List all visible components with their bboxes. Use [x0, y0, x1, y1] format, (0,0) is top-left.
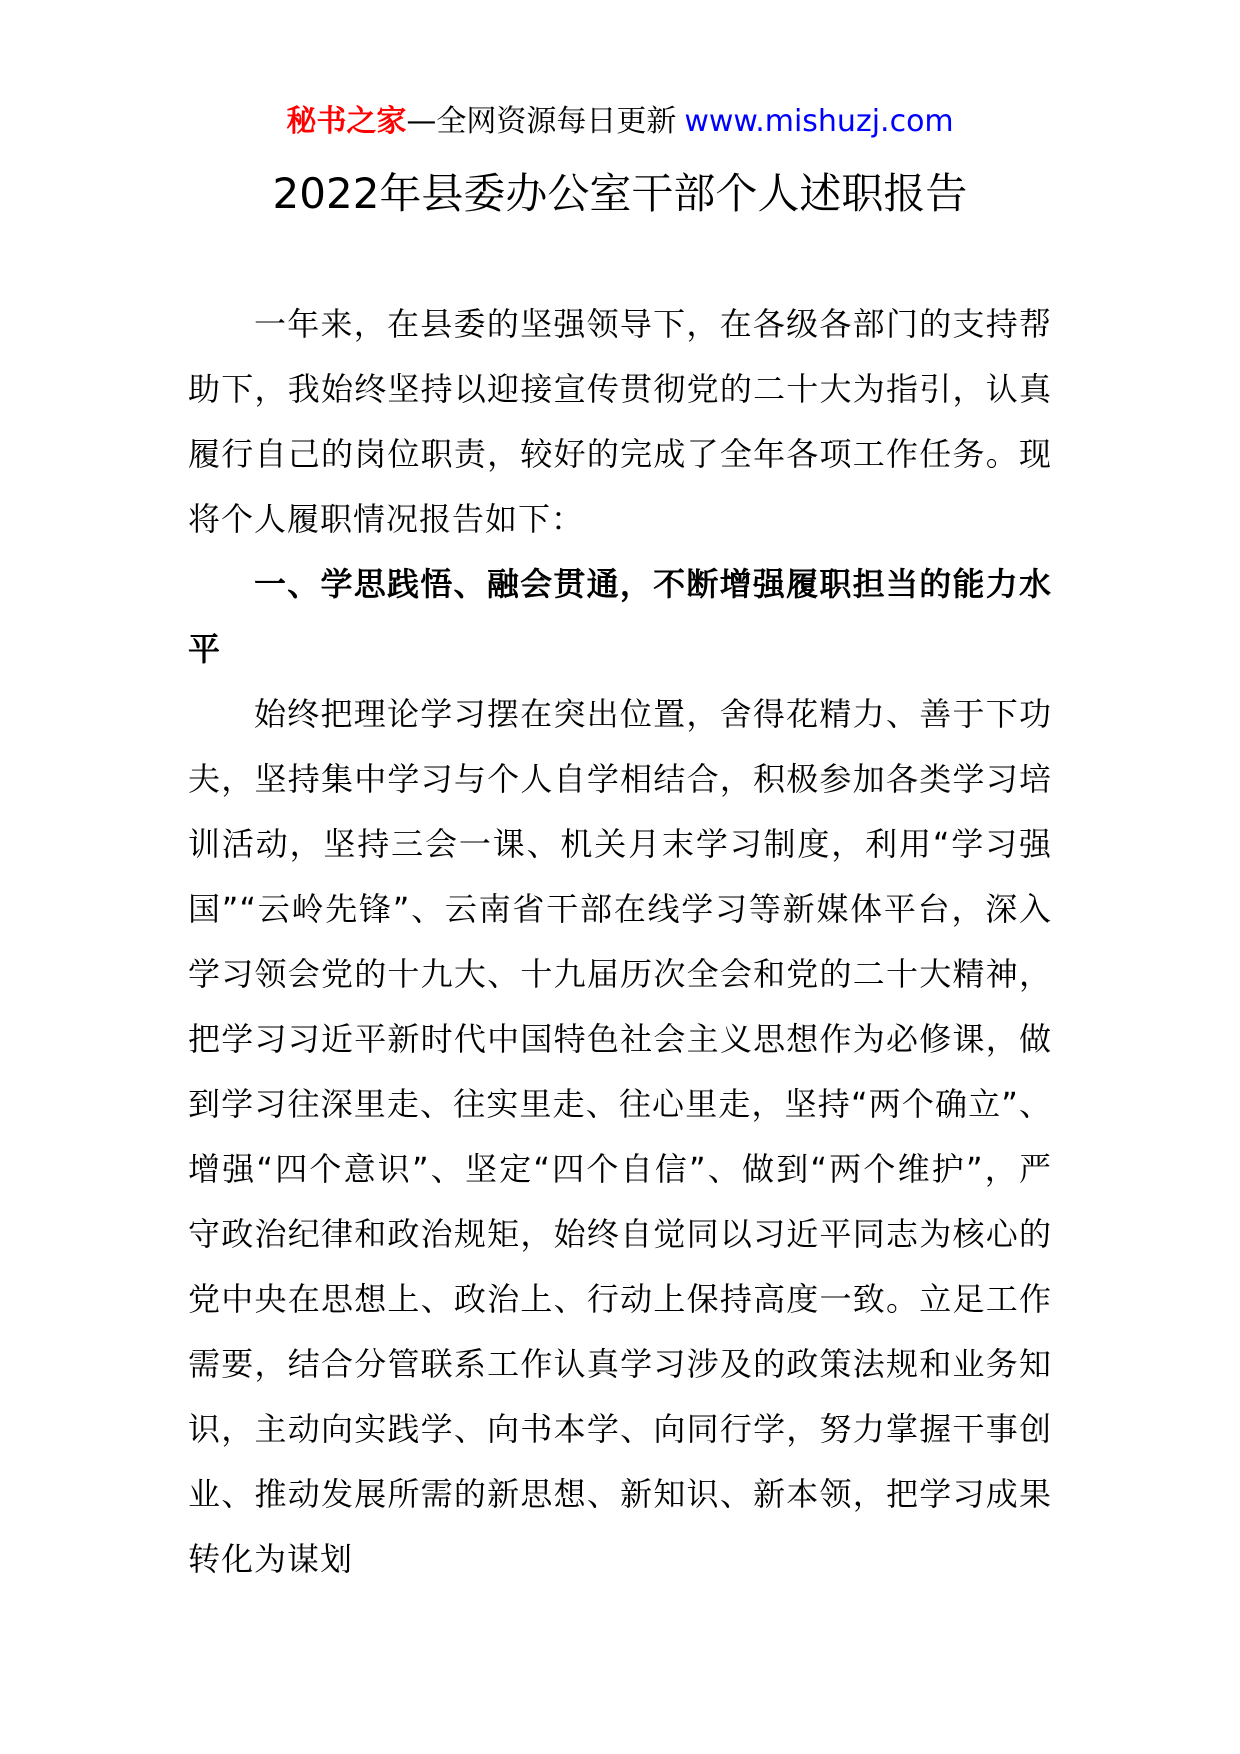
document-title: 2022年县委办公室干部个人述职报告	[272, 169, 968, 218]
paragraph-intro: 一年来，在县委的坚强领导下，在各级各部门的支持帮助下，我始终坚持以迎接宣传贯彻党的二十大为指引，认真履行自己的岗位职责，较好的完成了全年各项工作任务。现将个人履职情况报告如下：	[188, 305, 1052, 538]
paragraph-study: 始终把理论学习摆在突出位置，舍得花精力、善于下功夫，坚持集中学习与个人自学相结合，积极参加各类学习培训活动，坚持三会一课、机关月末学习制度，利用“学习强国”“云岭先锋”、云南省干部在线学习等新媒体平台，深入学习领会党的十九大、十九届历次全会和党的二十大精神，把学习习近平新时代中国特色社会主义思想作为必修课，做到学习往深里走、往实里走、往心里走，坚持“两个确立”、增强“四个意识”、坚定“四个自信”、做到“两个维护”，严守政治纪律和政治规矩，始终自觉同以习近平同志为核心的党中央在思想上、政治上、行动上保持高度一致。立足工作需要，结合分管联系工作认真学习涉及的政策法规和业务知识，主动向实践学、向书本学、向同行学，努力掌握干事创业、推动发展所需的新思想、新知识、新本领，把学习成果转化为谋划	[188, 695, 1052, 1578]
header-banner	[0, 100, 1240, 144]
site-link[interactable]: www.mishuzj.com	[684, 104, 954, 139]
brand-name: 秘书之家	[286, 104, 407, 139]
header-tagline: —全网资源每日更新	[406, 104, 677, 139]
document-body	[188, 292, 1052, 1592]
section-heading-1: 一、学思践悟、融会贯通，不断增强履职担当的能力水平	[188, 565, 1052, 668]
